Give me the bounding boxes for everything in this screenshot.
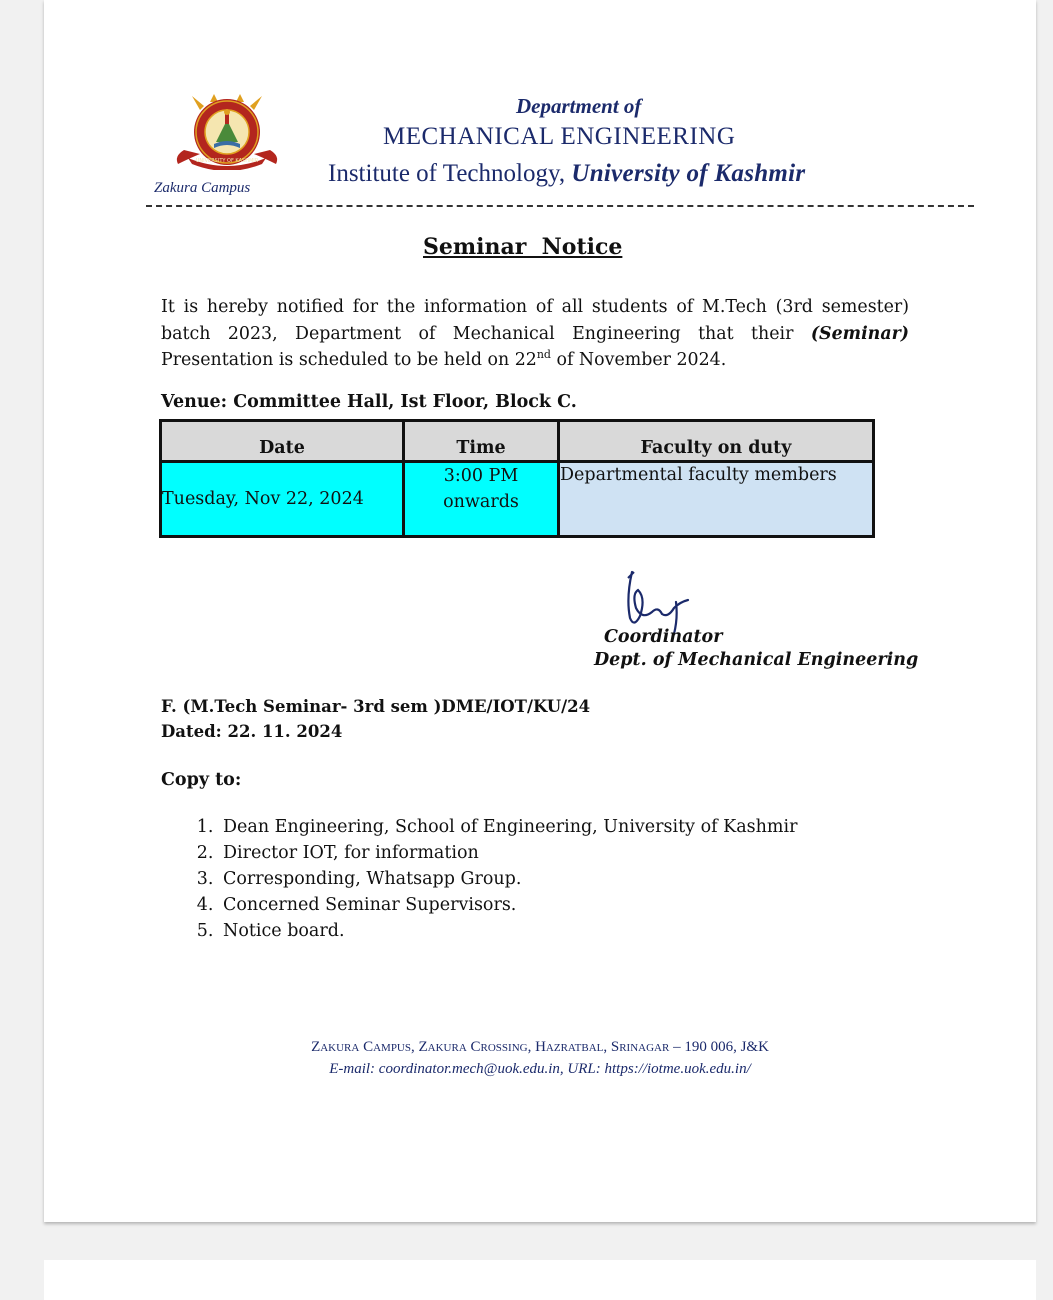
list-item: 2. Director IOT, for information — [219, 840, 797, 866]
header-date: Date — [161, 421, 404, 462]
paragraph-text-2: Presentation is scheduled to be held on 22 — [161, 350, 537, 370]
campus-label: Zakura Campus — [154, 180, 251, 196]
paragraph-text-3: of November 2024. — [550, 350, 727, 370]
file-number: F. (M.Tech Seminar- 3rd sem )DME/IOT/KU/24 — [161, 697, 591, 716]
department-of-label: Department of — [516, 94, 642, 118]
department-name: MECHANICAL ENGINEERING — [383, 123, 736, 150]
venue-line: Venue: Committee Hall, Ist Floor, Block C. — [161, 392, 577, 412]
list-item: 4. Concerned Seminar Supervisors. — [219, 892, 797, 918]
table-header-row — [161, 421, 874, 462]
notice-title: Seminar Notice — [423, 234, 623, 260]
document-page — [44, 0, 1036, 1222]
header-time: Time — [404, 421, 559, 462]
seal-ring-text: UNIVERSITY OF KASHMIR — [195, 158, 259, 164]
cell-date: Tuesday, Nov 22, 2024 — [161, 462, 404, 537]
notice-paragraph — [161, 294, 909, 374]
university-seal-logo — [174, 92, 280, 170]
next-page-edge — [44, 1260, 1036, 1300]
cell-time — [404, 462, 559, 537]
schedule-table — [159, 419, 875, 538]
cell-faculty: Departmental faculty members — [559, 462, 874, 537]
copy-to-list — [164, 814, 797, 944]
time-line-2: onwards — [443, 492, 519, 512]
institute-name: Institute of Technology, — [328, 160, 566, 187]
paragraph-emphasis: (Seminar) — [810, 323, 909, 344]
table-row — [161, 462, 874, 537]
institute-line — [328, 160, 805, 188]
reference-block — [161, 694, 590, 744]
header-faculty: Faculty on duty — [559, 421, 874, 462]
paragraph-superscript: nd — [536, 348, 551, 362]
copy-to-heading: Copy to: — [161, 770, 242, 790]
list-item: 3. Corresponding, Whatsapp Group. — [219, 866, 797, 892]
page-footer — [44, 1036, 1036, 1080]
paragraph-text-1: It is hereby notified for the information of all students of M.Tech (3rd semester) batch 2023, Department of Mechanical Engineering that their — [161, 297, 909, 344]
signatory-role: Coordinator — [604, 627, 723, 647]
list-item: 1. Dean Engineering, School of Engineering, University of Kashmir — [219, 814, 797, 840]
university-name: University of Kashmir — [571, 160, 806, 187]
header-divider — [146, 205, 974, 207]
footer-contact: E-mail: coordinator.mech@uok.edu.in, URL: https://iotme.uok.edu.in/ — [329, 1061, 751, 1077]
list-item: 5. Notice board. — [219, 918, 797, 944]
signatory-department: Dept. of Mechanical Engineering — [594, 650, 919, 670]
footer-address: Zakura Campus, Zakura Crossing, Hazratbal, Srinagar – 190 006, J&K — [311, 1039, 769, 1055]
dated-line: Dated: 22. 11. 2024 — [161, 722, 343, 741]
time-line-1: 3:00 PM — [443, 466, 519, 486]
